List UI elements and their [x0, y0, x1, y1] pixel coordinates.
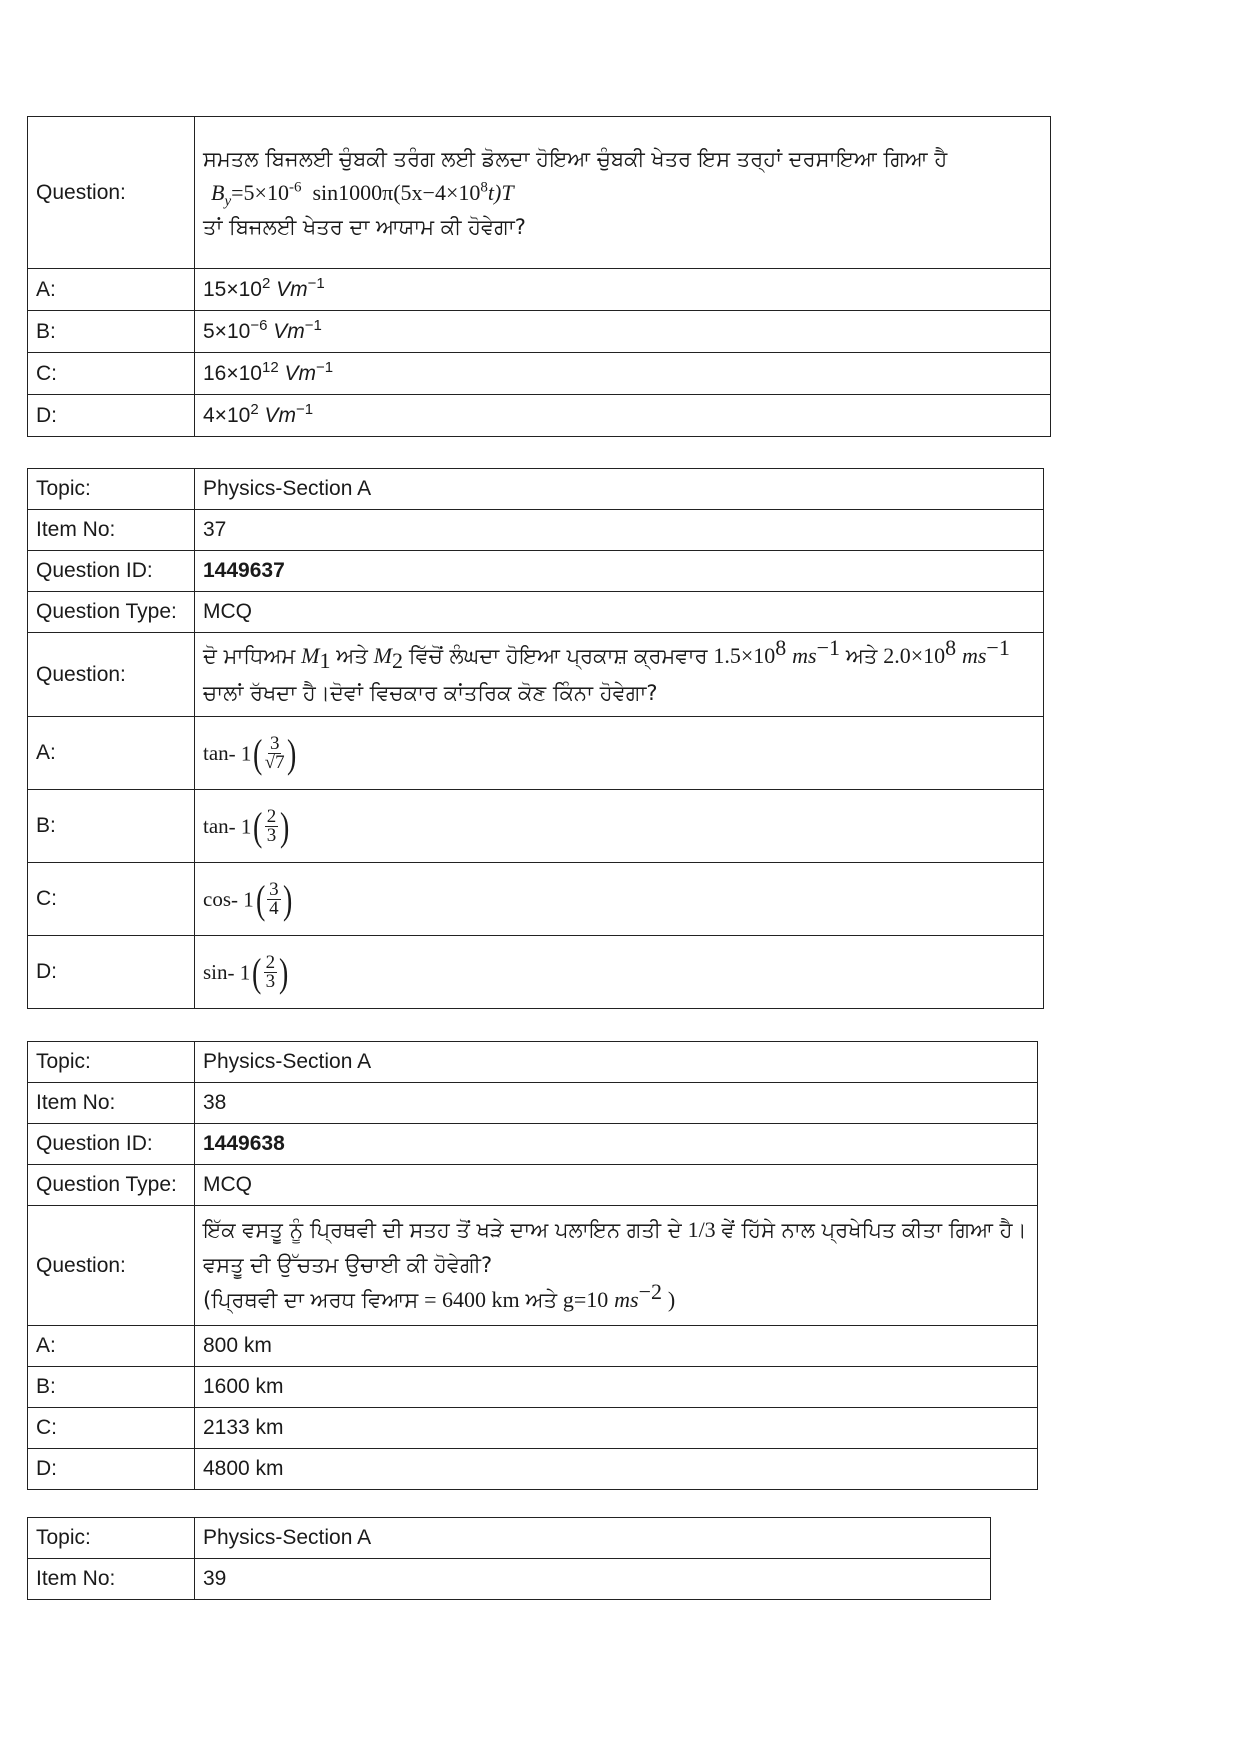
topic-value: Physics-Section A [195, 469, 1044, 510]
topic-row [28, 1518, 991, 1559]
topic-label: Topic: [28, 1518, 195, 1559]
option-a-value: tan- 1( $\frac{3}{√7}$ ) [195, 717, 1044, 790]
option-c-value: 2133 km [195, 1408, 1038, 1449]
question-type-value: MCQ [195, 592, 1044, 633]
question-type-label: Question Type: [28, 1165, 195, 1206]
question-type-row [28, 1165, 1038, 1206]
option-row-a [28, 717, 1044, 790]
option-row-b [28, 1367, 1038, 1408]
question-type-label: Question Type: [28, 592, 195, 633]
question-id-value: 1449638 [195, 1124, 1038, 1165]
item-no-label: Item No: [28, 510, 195, 551]
option-row-d [28, 936, 1044, 1009]
topic-label: Topic: [28, 1042, 195, 1083]
question-label: Question: [28, 117, 195, 269]
question-id-label: Question ID: [28, 1124, 195, 1165]
item-no-label: Item No: [28, 1559, 195, 1600]
question-line-3: ਤਾਂ ਬਿਜਲਈ ਖੇਤਰ ਦਾ ਆਯਾਮ ਕੀ ਹੋਵੇਗਾ? [203, 214, 526, 239]
option-d-value: sin- 1( $\frac{2}{3}$ ) [195, 936, 1044, 1009]
item-no-value: 39 [195, 1559, 991, 1600]
option-label-d: D: [28, 395, 195, 437]
option-label-b: B: [28, 1367, 195, 1408]
option-label-b: B: [28, 790, 195, 863]
question-id-row [28, 1124, 1038, 1165]
option-row-b [28, 311, 1051, 353]
topic-value: Physics-Section A [195, 1518, 991, 1559]
option-label-a: A: [28, 1326, 195, 1367]
item-no-value: 37 [195, 510, 1044, 551]
question-label: Question: [28, 1206, 195, 1326]
option-c-value: $16\times 10^{12}$ $Vm^{-1}$ [195, 353, 1051, 395]
topic-row [28, 469, 1044, 510]
item-no-value: 38 [195, 1083, 1038, 1124]
option-label-c: C: [28, 353, 195, 395]
question-row [28, 1206, 1038, 1326]
question-id-value: 1449637 [195, 551, 1044, 592]
question-text [195, 117, 1051, 269]
option-a-value: $15\times 10^2$ $Vm^{-1}$ [195, 269, 1051, 311]
question-label: Question: [28, 633, 195, 717]
question-row [28, 117, 1051, 269]
option-label-a: A: [28, 269, 195, 311]
option-b-value: tan- 1( $\frac{2}{3}$ ) [195, 790, 1044, 863]
option-a-value: 800 km [195, 1326, 1038, 1367]
option-row-a [28, 269, 1051, 311]
option-d-value: 4800 km [195, 1449, 1038, 1490]
item-no-row [28, 1559, 991, 1600]
question-block-38 [27, 1041, 1038, 1490]
item-no-label: Item No: [28, 1083, 195, 1124]
question-text: ਇੱਕ ਵਸਤੂ ਨੂੰ ਪ੍ਰਿਥਵੀ ਦੀ ਸਤਹ ਤੋਂ ਖੜੇ ਦਾਅ ਪਲਾਇਨ ਗਤੀ ਦੇ 1/3 ਵੇਂ ਹਿੱਸੇ ਨਾਲ ਪ੍ਰਖੇਪਿਤ ਕੀਤਾ ਗਿਆ ਹੈ।ਵਸਤੂ ਦੀ ਉੱਚਤਮ ਉਚਾਈ ਕੀ ਹੋਵੇਗੀ? (ਪ੍ਰਿਥਵੀ ਦਾ ਅਰਧ ਵਿਆਸ = 6400 km ਅਤੇ g=10 $ms^{-2}$ ) [195, 1206, 1038, 1326]
option-row-c [28, 863, 1044, 936]
option-label-c: C: [28, 863, 195, 936]
question-id-row [28, 551, 1044, 592]
question-text: ਦੋ ਮਾਧਿਅਮ $M_1$ ਅਤੇ $M_2$ ਵਿੱਚੋਂ ਲੰਘਦਾ ਹੋਇਆ ਪ੍ਰਕਾਸ਼ ਕ੍ਰਮਵਾਰ $1.5\times 10^8$ $ms^{-1}$ ਅਤੇ $2.0\times 10^8$ $ms^{-1}$ ਚਾਲਾਂ ਰੱਖਦਾ ਹੈ।ਦੋਵਾਂ ਵਿਚਕਾਰ ਕਾਂਤਰਿਕ ਕੋਣ ਕਿੰਨਾ ਹੋਵੇਗਾ? [195, 633, 1044, 717]
topic-row [28, 1042, 1038, 1083]
item-no-row [28, 510, 1044, 551]
question-block-39 [27, 1517, 991, 1600]
question-id-label: Question ID: [28, 551, 195, 592]
option-row-b [28, 790, 1044, 863]
item-no-row [28, 1083, 1038, 1124]
option-row-c [28, 1408, 1038, 1449]
option-row-c [28, 353, 1051, 395]
option-label-b: B: [28, 311, 195, 353]
option-label-c: C: [28, 1408, 195, 1449]
question-block-36 [27, 116, 1051, 437]
equation: $B_y=5\times 10^{-6}$ $\sin 1000\pi(5x-4\times 10^8t)T$ [211, 179, 514, 209]
option-d-value: $4\times 10^2$ $Vm^{-1}$ [195, 395, 1051, 437]
question-line-1: ਸਮਤਲ ਬਿਜਲਈ ਚੁੰਬਕੀ ਤਰੰਗ ਲਈ ਡੋਲਦਾ ਹੋਇਆ ਚੁੰਬਕੀ ਖੇਤਰ ਇਸ ਤਰ੍ਹਾਂ ਦਰਸਾਇਆ ਗਿਆ ਹੈ [203, 146, 948, 171]
option-row-a [28, 1326, 1038, 1367]
question-row [28, 633, 1044, 717]
option-b-value: 1600 km [195, 1367, 1038, 1408]
option-row-d [28, 395, 1051, 437]
question-type-row [28, 592, 1044, 633]
topic-label: Topic: [28, 469, 195, 510]
question-type-value: MCQ [195, 1165, 1038, 1206]
option-label-d: D: [28, 1449, 195, 1490]
option-label-a: A: [28, 717, 195, 790]
question-block-37 [27, 468, 1044, 1009]
option-label-d: D: [28, 936, 195, 1009]
option-c-value: cos- 1( $\frac{3}{4}$ ) [195, 863, 1044, 936]
option-row-d [28, 1449, 1038, 1490]
option-b-value: $5\times 10^{-6}$ $Vm^{-1}$ [195, 311, 1051, 353]
topic-value: Physics-Section A [195, 1042, 1038, 1083]
